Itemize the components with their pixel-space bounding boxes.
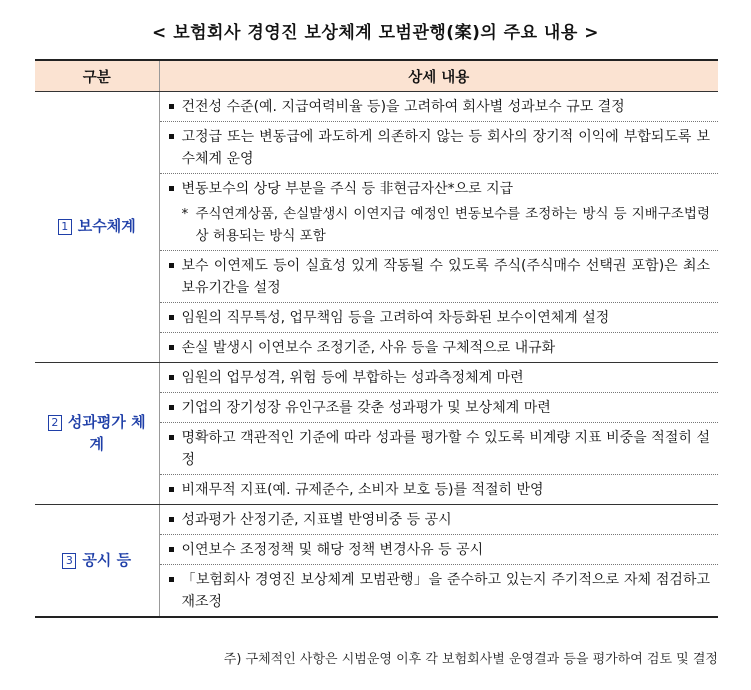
square-bullet-icon xyxy=(169,345,174,350)
list-item xyxy=(160,475,719,504)
item-text: 임원의 업무성격, 위험 등에 부합하는 성과측정체계 마련 xyxy=(181,370,524,386)
section-row-performance xyxy=(35,363,718,505)
category-cell xyxy=(35,505,159,618)
category-label: 성과평가 체계 xyxy=(67,412,146,453)
category-label: 공시 등 xyxy=(82,550,132,569)
item-text: 이연보수 조정정책 및 해당 정책 변경사유 등 공시 xyxy=(181,542,484,558)
list-item xyxy=(160,251,719,303)
items-cell xyxy=(159,505,718,618)
item-text: 고정급 또는 변동급에 과도하게 의존하지 않는 등 회사의 장기적 이익에 부합되도록 보수체계 운영 xyxy=(181,129,710,167)
category-cell xyxy=(35,363,159,505)
list-item xyxy=(160,505,719,535)
table-header-row xyxy=(35,60,718,92)
item-text: 변동보수의 상당 부분을 주식 등 非현금자산*으로 지급 xyxy=(181,181,514,197)
section-number-box: 1 xyxy=(58,219,72,235)
square-bullet-icon xyxy=(169,547,174,552)
summary-table xyxy=(35,59,718,618)
item-text: 「보험회사 경영진 보상체계 모범관행」을 준수하고 있는지 주기적으로 자체 점검하고 재조정 xyxy=(181,572,710,610)
square-bullet-icon xyxy=(169,104,174,109)
list-item xyxy=(160,333,719,362)
footnote-text: 주식연계상품, 손실발생시 이연지급 예정인 변동보수를 조정하는 방식 등 지배구조법령 상 허용되는 방식 포함 xyxy=(195,206,710,244)
square-bullet-icon xyxy=(169,517,174,522)
footnote-mark: * xyxy=(181,206,189,222)
item-text: 명확하고 객관적인 기준에 따라 성과를 평가할 수 있도록 비계량 지표 비중을 적절히 설정 xyxy=(181,430,710,468)
item-text: 임원의 직무특성, 업무책임 등을 고려하여 차등화된 보수이연체계 설정 xyxy=(181,310,610,326)
item-text: 비재무적 지표(예. 규제준수, 소비자 보호 등)를 적절히 반영 xyxy=(181,482,544,498)
square-bullet-icon xyxy=(169,435,174,440)
header-category: 구분 xyxy=(35,60,159,92)
square-bullet-icon xyxy=(169,263,174,268)
category-label: 보수체계 xyxy=(77,217,136,236)
category-cell xyxy=(35,92,159,363)
square-bullet-icon xyxy=(169,315,174,320)
item-text: 성과평가 산정기준, 지표별 반영비중 등 공시 xyxy=(181,512,452,528)
list-item xyxy=(160,535,719,565)
square-bullet-icon xyxy=(169,487,174,492)
item-text: 보수 이연제도 등이 실효성 있게 작동될 수 있도록 주식(주식매수 선택권 포함)은 최소 보유기간을 설정 xyxy=(181,258,710,296)
section-number-box: 2 xyxy=(48,415,62,431)
square-bullet-icon xyxy=(169,186,174,191)
item-text: 손실 발생시 이연보수 조정기준, 사유 등을 구체적으로 내규화 xyxy=(181,340,556,356)
list-item xyxy=(160,174,719,251)
header-details: 상세 내용 xyxy=(159,60,718,92)
square-bullet-icon xyxy=(169,405,174,410)
list-item xyxy=(160,303,719,333)
list-item xyxy=(160,423,719,475)
section-row-disclosure xyxy=(35,505,718,618)
square-bullet-icon xyxy=(169,375,174,380)
document-title: < 보험회사 경영진 보상체계 모범관행(案)의 주요 내용 > xyxy=(152,23,599,43)
section-row-compensation xyxy=(35,92,718,363)
item-footnote xyxy=(182,203,711,247)
list-item xyxy=(160,92,719,122)
item-text: 건전성 수준(예. 지급여력비율 등)을 고려하여 회사별 성과보수 규모 결정 xyxy=(181,99,625,115)
list-item xyxy=(160,363,719,393)
list-item xyxy=(160,565,719,616)
item-text: 기업의 장기성장 유인구조를 갖춘 성과평가 및 보상체계 마련 xyxy=(181,400,551,416)
section-number-box: 3 xyxy=(62,553,76,569)
footnote: 주) 구체적인 사항은 시범운영 이후 각 보험회사별 운영결과 등을 평가하여 검토 및 결정 xyxy=(223,652,718,667)
list-item xyxy=(160,122,719,174)
square-bullet-icon xyxy=(169,577,174,582)
square-bullet-icon xyxy=(169,134,174,139)
items-cell xyxy=(159,92,718,363)
list-item xyxy=(160,393,719,423)
items-cell xyxy=(159,363,718,505)
